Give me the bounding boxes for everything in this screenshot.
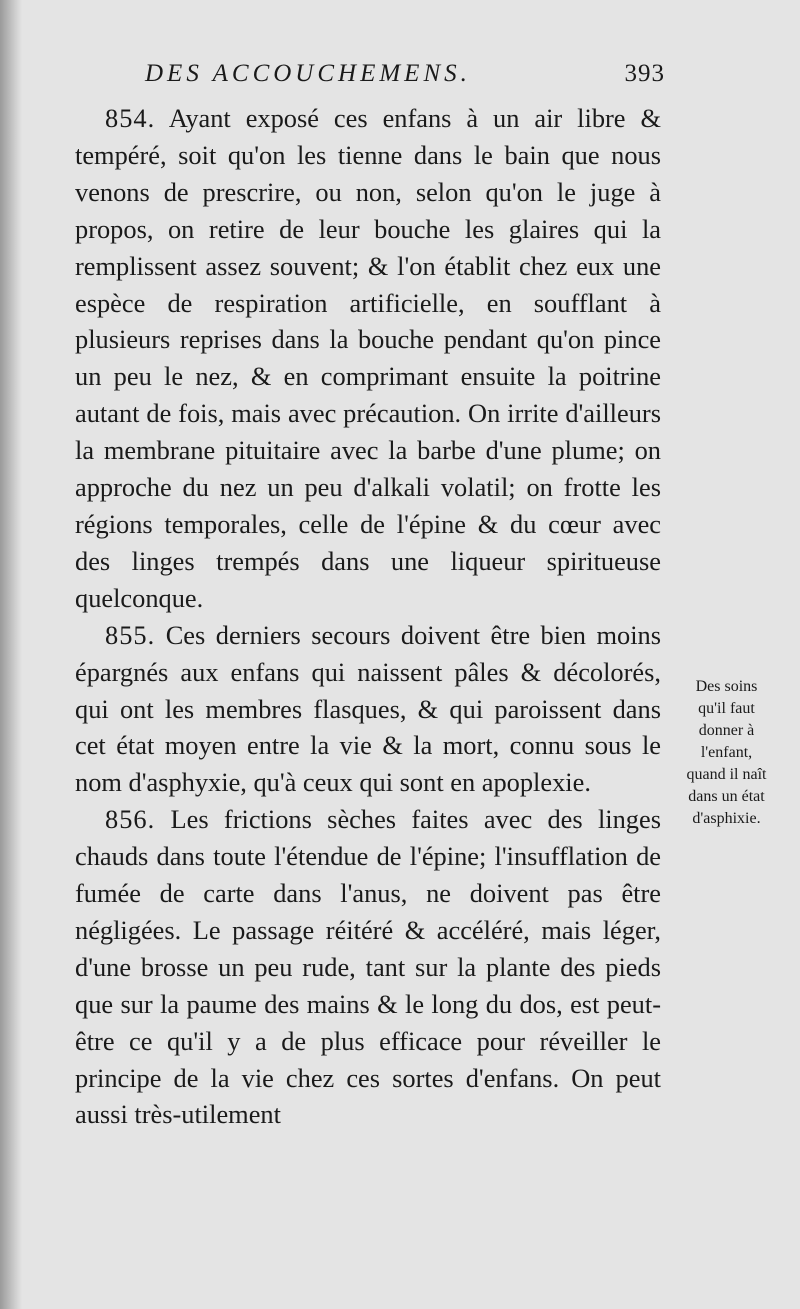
paragraph-number: 855.	[105, 619, 156, 650]
paragraph-text: Ces derniers secours doivent être bien moins épargnés aux enfans qui naissent pâles & décolorés, qui ont les membres flasques, & qui paroissent dans cet état moyen entre la vie & la mort, connu sous le nom d'asphyxie, qu'à ceux qui sont en apoplexie.	[75, 619, 661, 798]
paragraph-number: 856.	[105, 804, 156, 835]
page-number: 393	[624, 60, 665, 87]
running-title: DES ACCOUCHEMENS.	[145, 60, 471, 87]
margin-note-line: donner à	[698, 722, 755, 739]
paragraph-854	[75, 100, 661, 617]
running-header	[145, 60, 665, 100]
paragraph-text: Ayant exposé ces enfans à un air libre & tempéré, soit qu'on les tienne dans le bain que nous venons de prescrire, ou non, selon qu'on le juge à propos, on retire de leur bouche les glaires qui la remplissent assez souvent; & l'on établit chez eux une espèce de respiration artificielle, en soufflant à plusieurs reprises dans la bouche pendant qu'on pince un peu le nez, & en comprimant ensuite la poitrine autant de fois, mais avec précaution. On irrite d'ailleurs la membrane pituitaire avec la barbe d'une plume; on approche du nez un peu d'alkali volatil; on frotte les régions temporales, celle de l'épine & du cœur avec des linges trempés dans une liqueur spiritueuse quelconque.	[75, 103, 661, 613]
paragraph-text: Les frictions sèches faites avec des linges chauds dans toute l'étendue de l'épine; l'insufflation de fumée de carte dans l'anus, ne doivent pas être négligées. Le passage réitéré & accéléré, mais léger, d'une brosse un peu rude, tant sur la plante des pieds que sur la paume des mains & le long du dos, est peut-être ce qu'il y a de plus efficace pour réveiller le principe de la vie chez ces sortes d'enfans. On peut aussi très-utilement	[75, 804, 661, 1130]
margin-note-line: qu'il faut	[698, 700, 755, 717]
margin-note-line: quand il naît	[686, 766, 767, 783]
paragraph-856	[75, 801, 661, 1133]
margin-note-line: d'asphixie.	[692, 810, 761, 827]
page-gutter-shadow	[0, 0, 22, 1309]
paragraph-number: 854.	[105, 103, 156, 133]
margin-note-line: Des soins	[695, 678, 758, 695]
paragraph-855	[75, 617, 661, 802]
marginal-note	[664, 676, 789, 830]
body-text	[75, 100, 661, 1133]
margin-note-line: dans un état	[688, 788, 765, 805]
margin-note-line: l'enfant,	[700, 744, 753, 761]
